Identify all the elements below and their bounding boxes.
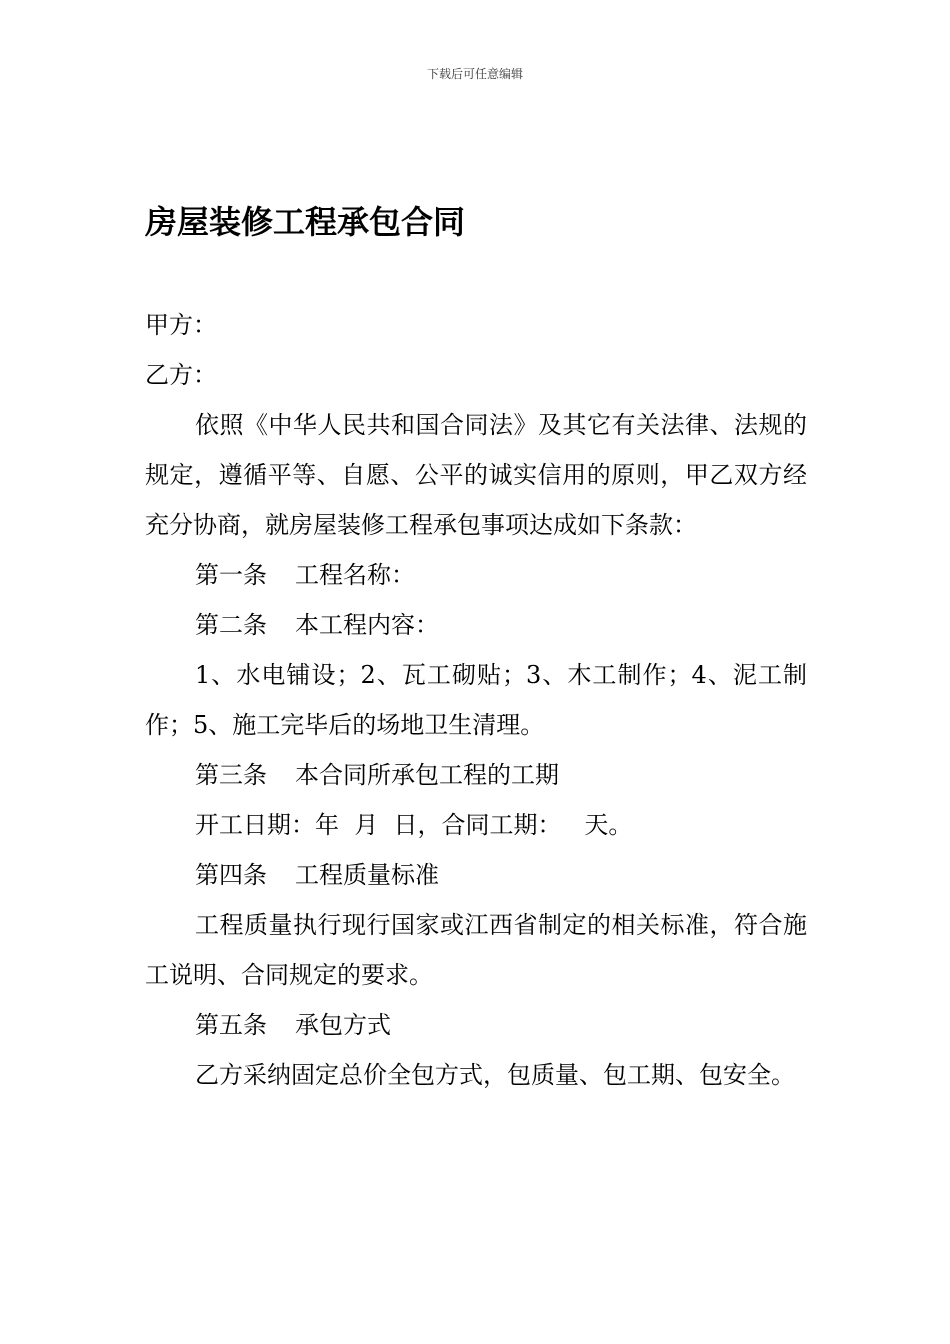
article-2-heading — [145, 600, 807, 650]
party-b-line: 乙方： — [145, 361, 217, 389]
article-3-heading — [145, 750, 807, 800]
document-title: 房屋装修工程承包合同 — [145, 203, 466, 241]
article-number: 第五条 — [195, 1011, 267, 1039]
article-2-body: 1、水电铺设；2、瓦工砌贴；3、木工制作；4、泥工制作；5、施工完毕后的场地卫生清理。 — [145, 661, 807, 739]
article-title: 工程质量标准 — [295, 861, 439, 889]
party-a-line: 甲方： — [145, 311, 217, 339]
article-title: 本工程内容： — [295, 611, 439, 639]
article-title: 本合同所承包工程的工期 — [295, 761, 559, 789]
article-4-heading — [145, 850, 807, 900]
article-5-body: 乙方采纳固定总价全包方式，包质量、包工期、包安全。 — [195, 1061, 795, 1089]
article-title: 工程名称： — [295, 561, 415, 589]
article-5-heading — [145, 1000, 807, 1050]
article-4-body: 工程质量执行现行国家或江西省制定的相关标准，符合施工说明、合同规定的要求。 — [145, 911, 807, 989]
article-number: 第二条 — [195, 611, 267, 639]
article-number: 第四条 — [195, 861, 267, 889]
article-number: 第一条 — [195, 561, 267, 589]
header-note: 下载后可任意编辑 — [426, 67, 523, 81]
article-title: 承包方式 — [295, 1011, 391, 1039]
preamble-paragraph: 依照《中华人民共和国合同法》及其它有关法律、法规的规定，遵循平等、自愿、公平的诚实信用的原则，甲乙双方经充分协商，就房屋装修工程承包事项达成如下条款： — [145, 411, 807, 539]
article-1-heading — [145, 550, 807, 600]
article-number: 第三条 — [195, 761, 267, 789]
document-body — [145, 300, 807, 1100]
article-3-body: 开工日期：年 月 日，合同工期： 天。 — [195, 811, 633, 839]
